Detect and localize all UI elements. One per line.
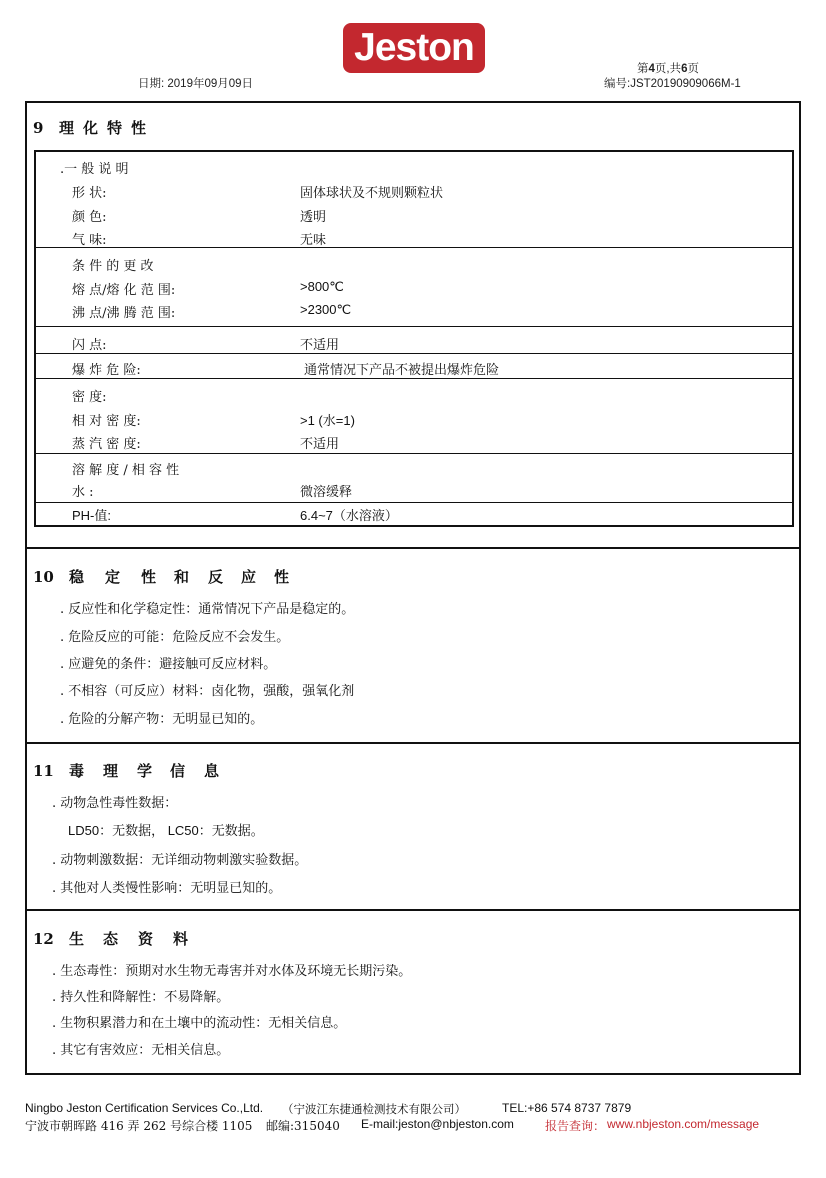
conditions-heading: 条 件 的 更 改	[72, 259, 154, 274]
ph-label: PH-值:	[72, 508, 112, 523]
list-item: . 不相容（可反应）材料：卤化物，强酸，强氧化剂	[60, 684, 355, 699]
footer-postcode: 邮编:315040	[266, 1119, 340, 1133]
section-11-title: 11 毒 理 学 信 息	[33, 762, 220, 780]
list-item: . 危险的分解产物：无明显已知的。	[60, 712, 264, 727]
footer-company-en: Ningbo Jeston Certification Services Co.,Ltd.	[25, 1101, 264, 1115]
odor-value: 无味	[300, 233, 327, 248]
odor-label: 气 味:	[72, 233, 107, 248]
table-divider	[36, 326, 792, 327]
section-divider	[25, 547, 801, 549]
list-item: . 应避免的条件：避接触可反应材料。	[60, 657, 277, 672]
jeston-logo: Jeston	[343, 23, 485, 73]
color-label: 颜 色:	[72, 210, 107, 225]
water-value: 微溶缓释	[300, 485, 353, 500]
table-divider	[36, 378, 792, 379]
section-10-title: 10 稳 定 性 和 反 应 性	[33, 568, 290, 586]
boiling-value: >2300℃	[300, 302, 352, 317]
density-heading: 密 度:	[72, 390, 107, 405]
section-12-title: 12 生 态 资 料	[33, 930, 189, 948]
section-9-title: 9 理 化 特 性	[33, 119, 147, 137]
section-divider	[25, 742, 801, 744]
footer-address: 宁波市朝晖路 416 弄 262 号综合楼 1105	[25, 1119, 253, 1133]
report-date: 日期: 2019年09月09日	[138, 78, 254, 90]
general-heading: .一 般 说 明	[60, 162, 129, 177]
report-number: 编号:JST20190909066M-1	[604, 78, 741, 90]
color-value: 透明	[300, 210, 327, 225]
footer-tel: TEL:+86 574 8737 7879	[502, 1101, 632, 1115]
section-divider	[25, 909, 801, 911]
explosion-value: 通常情况下产品不被提出爆炸危险	[304, 363, 500, 378]
melting-label: 熔 点/熔 化 范 围:	[72, 283, 176, 298]
flash-value: 不适用	[300, 338, 340, 353]
vapor-density-label: 蒸 汽 密 度:	[72, 437, 141, 452]
page-indicator: 第4页,共6页	[637, 63, 700, 75]
list-item: . 危险反应的可能：危险反应不会发生。	[60, 630, 290, 645]
relative-density-label: 相 对 密 度:	[72, 414, 141, 429]
vapor-density-value: 不适用	[300, 437, 340, 452]
list-item: . 反应性和化学稳定性：通常情况下产品是稳定的。	[60, 602, 355, 617]
footer-company-cn: （宁波江东捷通检测技术有限公司）	[282, 1102, 466, 1116]
table-divider	[36, 502, 792, 503]
shape-value: 固体球状及不规则颗粒状	[300, 186, 444, 201]
shape-label: 形 状:	[72, 186, 107, 201]
list-item: . 动物急性毒性数据：	[52, 796, 178, 811]
ld50-lc50-item: LD50：无数据， LC50：无数据。	[68, 823, 264, 838]
table-divider	[36, 247, 792, 248]
list-item: . 生态毒性：预期对水生物无毒害并对水体及环境无长期污染。	[52, 964, 412, 979]
footer-report-query-label: 报告查询：	[545, 1119, 606, 1133]
flash-label: 闪 点:	[72, 338, 107, 353]
list-item: . 动物刺激数据：无详细动物刺激实验数据。	[52, 853, 308, 868]
water-label: 水 :	[72, 485, 94, 500]
solubility-heading: 溶 解 度 / 相 容 性	[72, 463, 180, 478]
page-total: 6	[681, 63, 688, 75]
list-item: . 生物积累潜力和在土壤中的流动性：无相关信息。	[52, 1016, 347, 1031]
list-item: . 其它有害效应：无相关信息。	[52, 1043, 230, 1058]
boiling-label: 沸 点/沸 腾 范 围:	[72, 306, 176, 321]
table-divider	[36, 453, 792, 454]
explosion-label: 爆 炸 危 险:	[72, 363, 141, 378]
list-item: . 持久性和降解性：不易降解。	[52, 990, 230, 1005]
footer-email: E-mail:jeston@nbjeston.com	[361, 1117, 514, 1131]
relative-density-value: >1 (水=1)	[300, 413, 355, 428]
ph-value: 6.4~7（水溶液）	[300, 508, 398, 523]
footer-report-query-link[interactable]: www.nbjeston.com/message	[607, 1117, 760, 1131]
list-item: . 其他对人类慢性影响：无明显已知的。	[52, 881, 282, 896]
table-divider	[36, 353, 792, 354]
melting-value: >800℃	[300, 279, 344, 294]
page-current: 4	[648, 63, 655, 75]
